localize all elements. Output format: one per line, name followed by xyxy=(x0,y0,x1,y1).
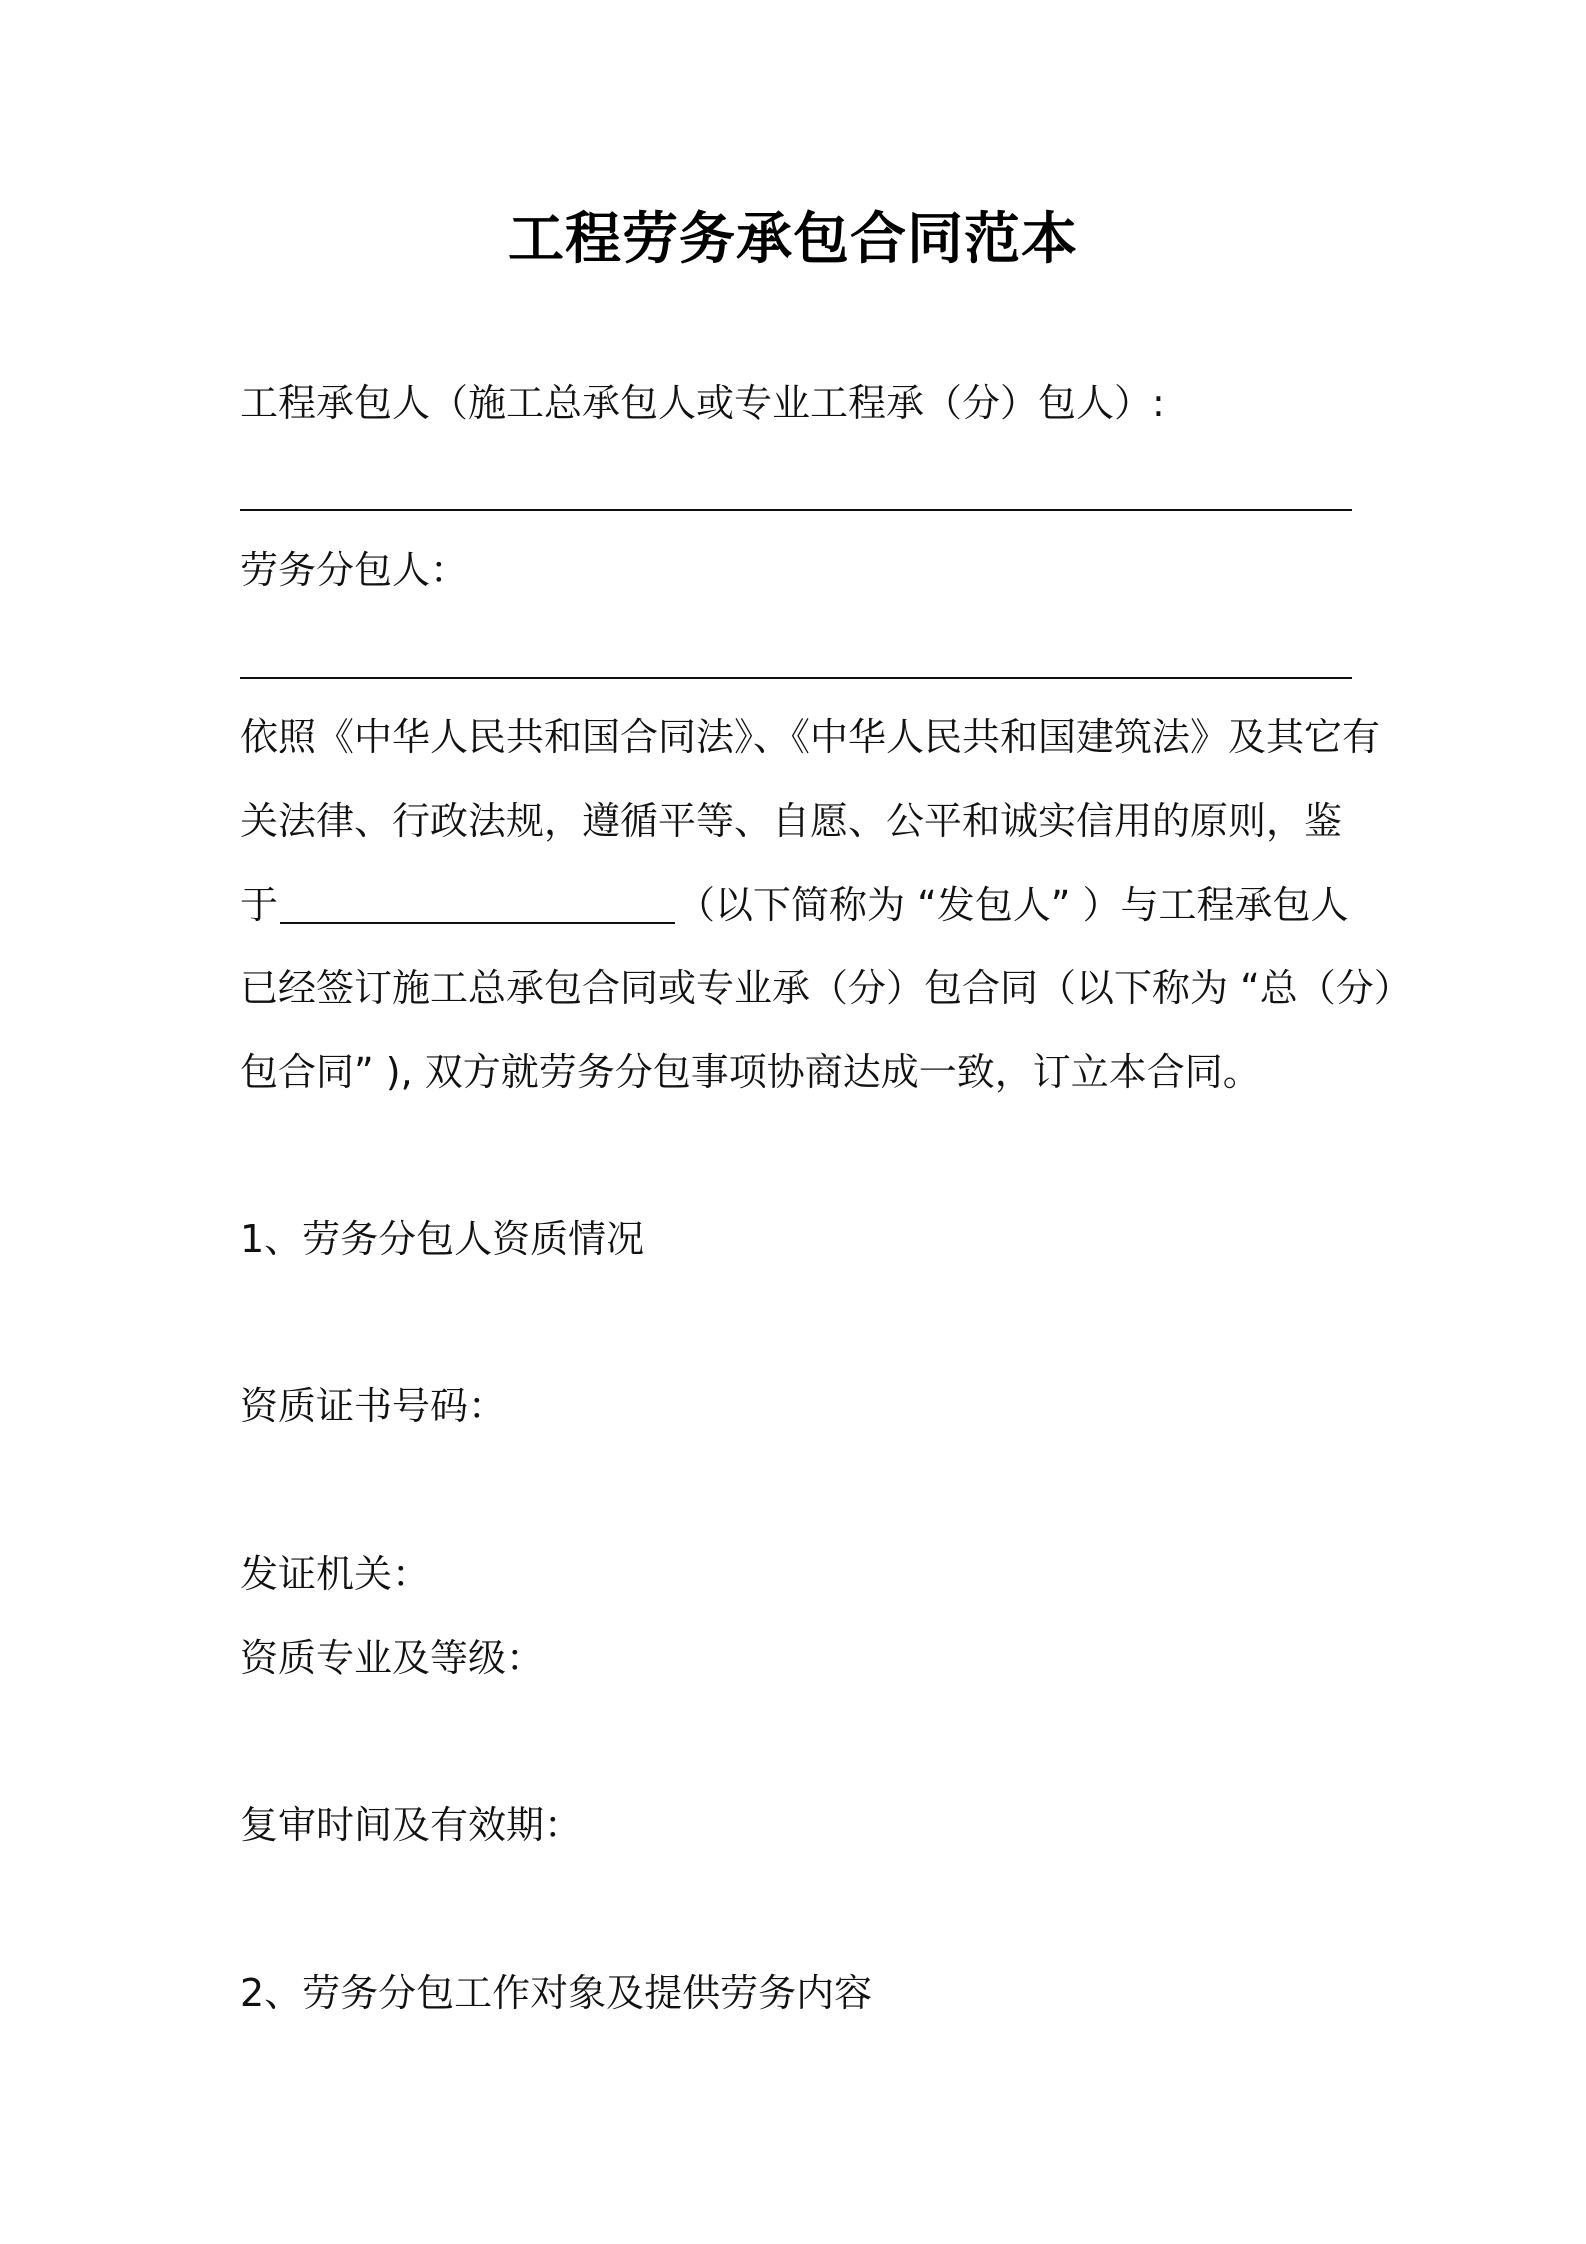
preamble-line-3 xyxy=(240,880,1349,930)
preamble-line-5: 包合同” ), 双方就劳务分包事项协商达成一致，订立本合同。 xyxy=(240,1050,1261,1094)
subcontractor-blank-line[interactable] xyxy=(240,677,1352,679)
contractor-label: 工程承包人（施工总承包人或专业工程承（分）包人）: xyxy=(240,381,1165,425)
employer-name-blank[interactable] xyxy=(280,886,675,924)
subcontractor-label: 劳务分包人： xyxy=(240,548,469,592)
review-validity-label: 复审时间及有效期： xyxy=(240,1803,583,1847)
preamble-line-3-suffix: （以下简称为 “发包人” ）与工程承包人 xyxy=(677,883,1349,927)
preamble-line-1: 依照《中华人民共和国合同法》、《中华人民共和国建筑法》及其它有 xyxy=(240,715,1381,759)
section-2-heading: 2、劳务分包工作对象及提供劳务内容 xyxy=(240,1971,873,2015)
contractor-blank-line[interactable] xyxy=(240,509,1352,511)
issuing-authority-label: 发证机关： xyxy=(240,1552,431,1596)
preamble-line-2: 关法律、行政法规，遵循平等、自愿、公平和诚实信用的原则，鉴 xyxy=(240,799,1343,843)
cert-number-label: 资质证书号码： xyxy=(240,1384,507,1428)
document-title: 工程劳务承包合同范本 xyxy=(508,207,1078,272)
preamble-line-3-prefix: 于 xyxy=(240,883,279,927)
preamble-line-4: 已经签订施工总承包合同或专业承（分）包合同（以下称为 “总（分） xyxy=(240,966,1412,1010)
section-1-heading: 1、劳务分包人资质情况 xyxy=(240,1217,645,1261)
qualification-grade-label: 资质专业及等级： xyxy=(240,1636,545,1680)
